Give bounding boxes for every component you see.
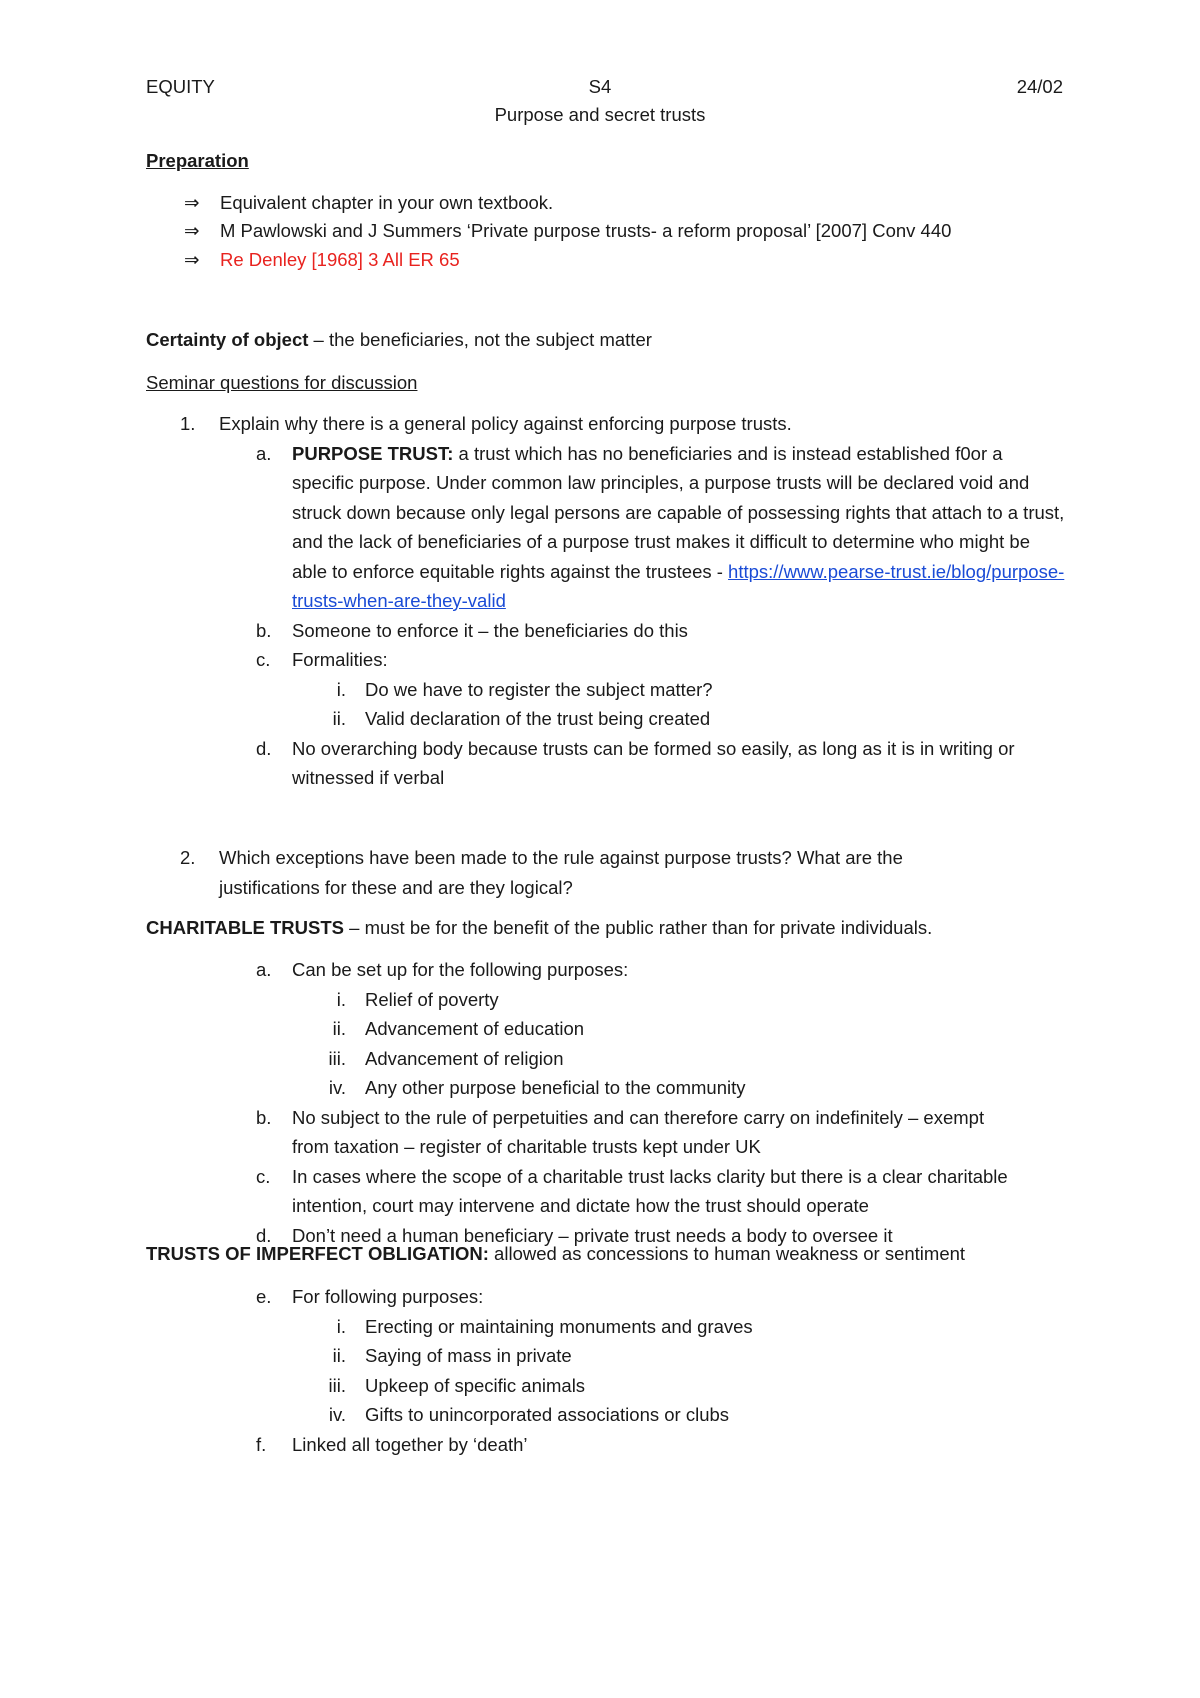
arrow-bullet-icon: ⇒	[184, 192, 200, 213]
list-item: iii. Upkeep of specific animals	[328, 1374, 586, 1396]
list-item: iii. Advancement of religion	[328, 1047, 564, 1069]
imperfect-item-e: e. For following purposes:	[256, 1286, 484, 1307]
document-title: Purpose and secret trusts	[494, 104, 706, 125]
charitable-trusts-list	[146, 955, 1066, 1250]
q1-item-c-ii: ii. Valid declaration of the trust being created	[332, 708, 711, 729]
q1-item-c: c. Formalities:	[256, 649, 388, 670]
preparation-heading: Preparation	[146, 150, 249, 171]
list-item: i. Relief of poverty	[336, 988, 499, 1010]
list-item: iv. Gifts to unincorporated associations or clubs	[328, 1404, 730, 1425]
preparation-section	[146, 146, 1066, 176]
arrow-bullet-icon: ⇒	[184, 249, 200, 270]
highlighted-reading: Re Denley [1968] 3 All ER 65	[220, 249, 460, 270]
arrow-bullet-icon: ⇒	[184, 220, 200, 241]
imperfect-item-f: f. Linked all together by ‘death’	[256, 1433, 528, 1455]
list-item: ii. Saying of mass in private	[332, 1345, 572, 1366]
question-2: 2. Which exceptions have been made to the rule against purpose trusts? What are the justifications for these and are they logical?	[180, 847, 903, 898]
q1-item-d: d. No overarching body because trusts can be formed so easily, as long as it is in writing or witnessed if verbal	[256, 737, 1015, 788]
preparation-list	[146, 188, 1066, 274]
charitable-item-c: c. In cases where the scope of a charitable trust lacks clarity but there is a clear charitable intention, court may intervene and dictate how the trust should operate	[256, 1165, 1008, 1216]
list-item	[146, 245, 1066, 274]
header-session: S4	[588, 76, 612, 97]
pearse-trust-link[interactable]: https://www.pearse-trust.ie/blog/purpose-trusts-when-are-they-valid	[292, 560, 1065, 611]
certainty-line: Certainty of object – the beneficiaries, not the subject matter	[146, 329, 652, 350]
charitable-trusts-heading: CHARITABLE TRUSTS – must be for the benefit of the public rather than for private individuals.	[146, 917, 933, 938]
list-item: i. Erecting or maintaining monuments and graves	[336, 1315, 753, 1337]
imperfect-obligation-heading: TRUSTS OF IMPERFECT OBLIGATION: allowed as concessions to human weakness or sentiment	[146, 1243, 966, 1264]
q1-item-a: a. PURPOSE TRUST: a trust which has no beneficiaries and is instead established f0or a specific purpose. Under common law principles, a purpose trusts will be declared void and struck down because only legal persons are capable of possessing rights that attach to a trust, and the lack of beneficiaries of a purpose trust makes it difficult to determine who might be able to enforce equitable rights against the trustees - https://www.pearse-trust.ie/blog/purpose-trusts-when-are-they-valid	[256, 442, 1065, 611]
question-1: 1. Explain why there is a general policy against enforcing purpose trusts. a. PURPOSE TRUST: a trust which has no beneficiaries and is instead established f0or a specific purpose. Under common law principles, a purpose trusts will be declared void and struck down because only legal persons are capable of possessing rights that attach to a trust, and the lack of beneficiaries of a purpose trust makes it difficult to determine who might be able to enforce equitable rights against the trustees - https://www.pearse-trust.ie/blog/purpose-trusts-when-are-they-valid b. Someone to enforce it – the beneficiaries do this c. Formalities: i. Do we have to register the subject matter? ii. Valid declaration of the trust being created d. No overarching body because trusts can be formed so easily, as long as it is in writing or witnessed if verbal	[146, 409, 1066, 793]
imperfect-obligation-list	[146, 1282, 1066, 1459]
header-subject: EQUITY	[146, 76, 215, 97]
q1-item-c-i: i. Do we have to register the subject matter?	[336, 678, 713, 700]
list-item: ⇒ Equivalent chapter in your own textbook.	[146, 188, 1066, 216]
header-date: 24/02	[1016, 76, 1063, 97]
list-item: iv. Any other purpose beneficial to the community	[328, 1077, 746, 1098]
q1-item-b: b. Someone to enforce it – the beneficiaries do this	[256, 619, 688, 641]
seminar-heading: Seminar questions for discussion	[146, 372, 418, 393]
charitable-item-b: b. No subject to the rule of perpetuities and can therefore carry on indefinitely – exempt from taxation – register of charitable trusts kept under UK	[256, 1106, 985, 1157]
list-item: ⇒ M Pawlowski and J Summers ‘Private purpose trusts- a reform proposal’ [2007] Conv 440	[146, 216, 1066, 245]
list-item: ii. Advancement of education	[332, 1018, 585, 1039]
charitable-item-a: a. Can be set up for the following purposes:	[256, 959, 629, 980]
charitable-item-d: d. Don’t need a human beneficiary – private trust needs a body to oversee it	[256, 1224, 893, 1246]
